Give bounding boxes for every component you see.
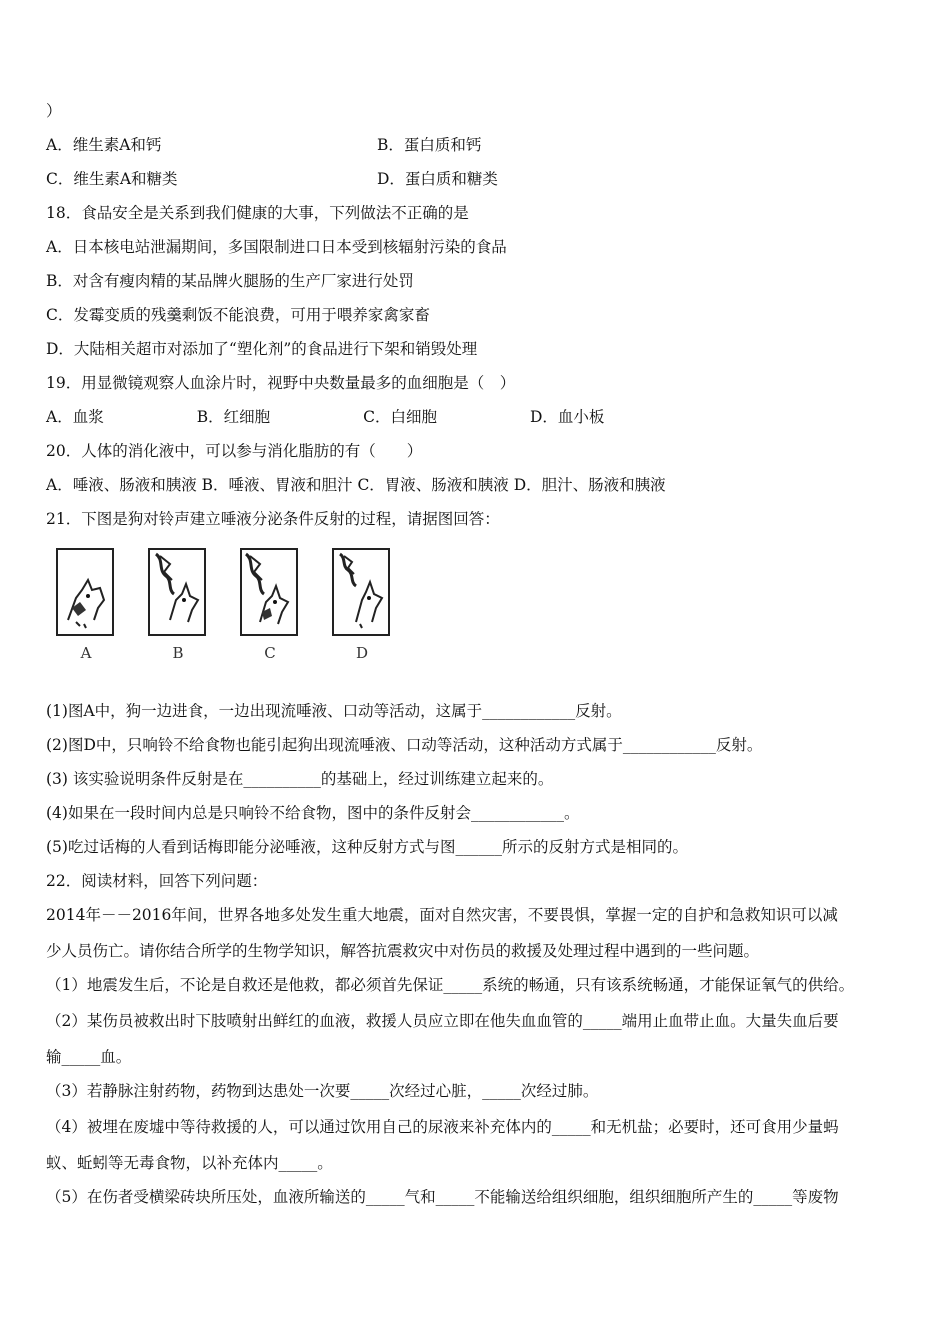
q17-option-c[interactable]: C．维生素A和糖类 [46,170,178,188]
q22-sub2a: （2）某伤员被救出时下肢喷射出鲜红的血液，救援人员应立即在他失血血管的_____端用止血带止血。大量失血后要 [46,1012,839,1030]
q21-sub4: (4)如果在一段时间内总是只响铃不给食物，图中的条件反射会____________。 [46,804,580,822]
q18-stem: 18．食品安全是关系到我们健康的大事，下列做法不正确的是 [46,204,469,222]
q20-options[interactable]: A．唾液、肠液和胰液 B．唾液、胃液和胆汁 C．胃液、肠液和胰液 D．胆汁、肠液和胰液 [46,476,666,494]
q22-material-line1: 2014年－－2016年间，世界各地多处发生重大地震，面对自然灾害，不要畏惧，掌握一定的自护和急救知识可以减 [46,906,838,924]
figure-label-b: B [172,644,184,662]
q21-sub5: (5)吃过话梅的人看到话梅即能分泌唾液，这种反射方式与图______所示的反射方式是相同的。 [46,838,688,856]
q22-sub1: （1）地震发生后，不论是自救还是他救，都必须首先保证_____系统的畅通，只有该系统畅通，才能保证氧气的供给。 [46,976,855,994]
dog-bell-only-drawing [334,550,388,634]
q18-option-a[interactable]: A．日本核电站泄漏期间，多国限制进口日本受到核辐射污染的食品 [46,238,507,256]
q22-sub4a: （4）被埋在废墟中等待救援的人，可以通过饮用自己的尿液来补充体内的_____和无机盐；必要时，还可食用少量蚂 [46,1118,839,1136]
q17-option-b[interactable]: B．蛋白质和钙 [377,136,482,154]
q22-sub2b: 输_____血。 [46,1048,132,1066]
figure-label-c: C [264,644,276,662]
figure-panel-b [148,548,206,636]
figure-panel-d [332,548,390,636]
q20-stem: 20．人体的消化液中，可以参与消化脂肪的有（ ） [46,442,423,460]
q18-option-c[interactable]: C．发霉变质的残羹剩饭不能浪费，可用于喂养家禽家畜 [46,306,430,324]
dog-reflex-figure [48,540,408,665]
q21-sub2: (2)图D中，只响铃不给食物也能引起狗出现流唾液、口动等活动，这种活动方式属于____________反射。 [46,736,763,754]
q21-sub3: (3) 该实验说明条件反射是在__________的基础上，经过训练建立起来的。 [46,770,554,788]
q18-option-d[interactable]: D．大陆相关超市对添加了“塑化剂”的食品进行下架和销毁处理 [46,340,478,358]
q22-material-line2: 少人员伤亡。请你结合所学的生物学知识，解答抗震救灾中对伤员的救援及处理过程中遇到的一些问题。 [46,942,760,960]
q17-option-a[interactable]: A．维生素A和钙 [46,136,162,154]
q21-stem: 21．下图是狗对铃声建立唾液分泌条件反射的过程，请据图回答： [46,510,500,528]
q19-stem: 19．用显微镜观察人血涂片时，视野中央数量最多的血细胞是（ ） [46,374,516,392]
figure-panel-c [240,548,298,636]
q22-sub3: （3）若静脉注射药物，药物到达患处一次要_____次经过心脏，_____次经过肺。 [46,1082,599,1100]
q22-sub4b: 蚁、蚯蚓等无毒食物，以补充体内_____。 [46,1154,333,1172]
q17-continuation: ） [46,102,62,120]
dog-bell-food-drawing [242,550,296,634]
q22-sub5: （5）在伤者受横梁砖块所压处，血液所输送的_____气和_____不能输送给组织细胞，组织细胞所产生的_____等废物 [46,1188,839,1206]
figure-panel-a [56,548,114,636]
q22-stem: 22．阅读材料，回答下列问题： [46,872,268,890]
dog-bell-drawing [150,550,204,634]
q17-option-d[interactable]: D．蛋白质和糖类 [377,170,498,188]
q19-options[interactable]: A．血浆 B．红细胞 C．白细胞 D．血小板 [46,408,605,426]
q21-sub1: (1)图A中，狗一边进食，一边出现流唾液、口动等活动，这属于____________反射。 [46,702,622,720]
q18-option-b[interactable]: B．对含有瘦肉精的某品牌火腿肠的生产厂家进行处罚 [46,272,414,290]
dog-eating-drawing [58,550,112,634]
figure-label-a: A [80,644,92,662]
figure-label-d: D [355,644,369,662]
